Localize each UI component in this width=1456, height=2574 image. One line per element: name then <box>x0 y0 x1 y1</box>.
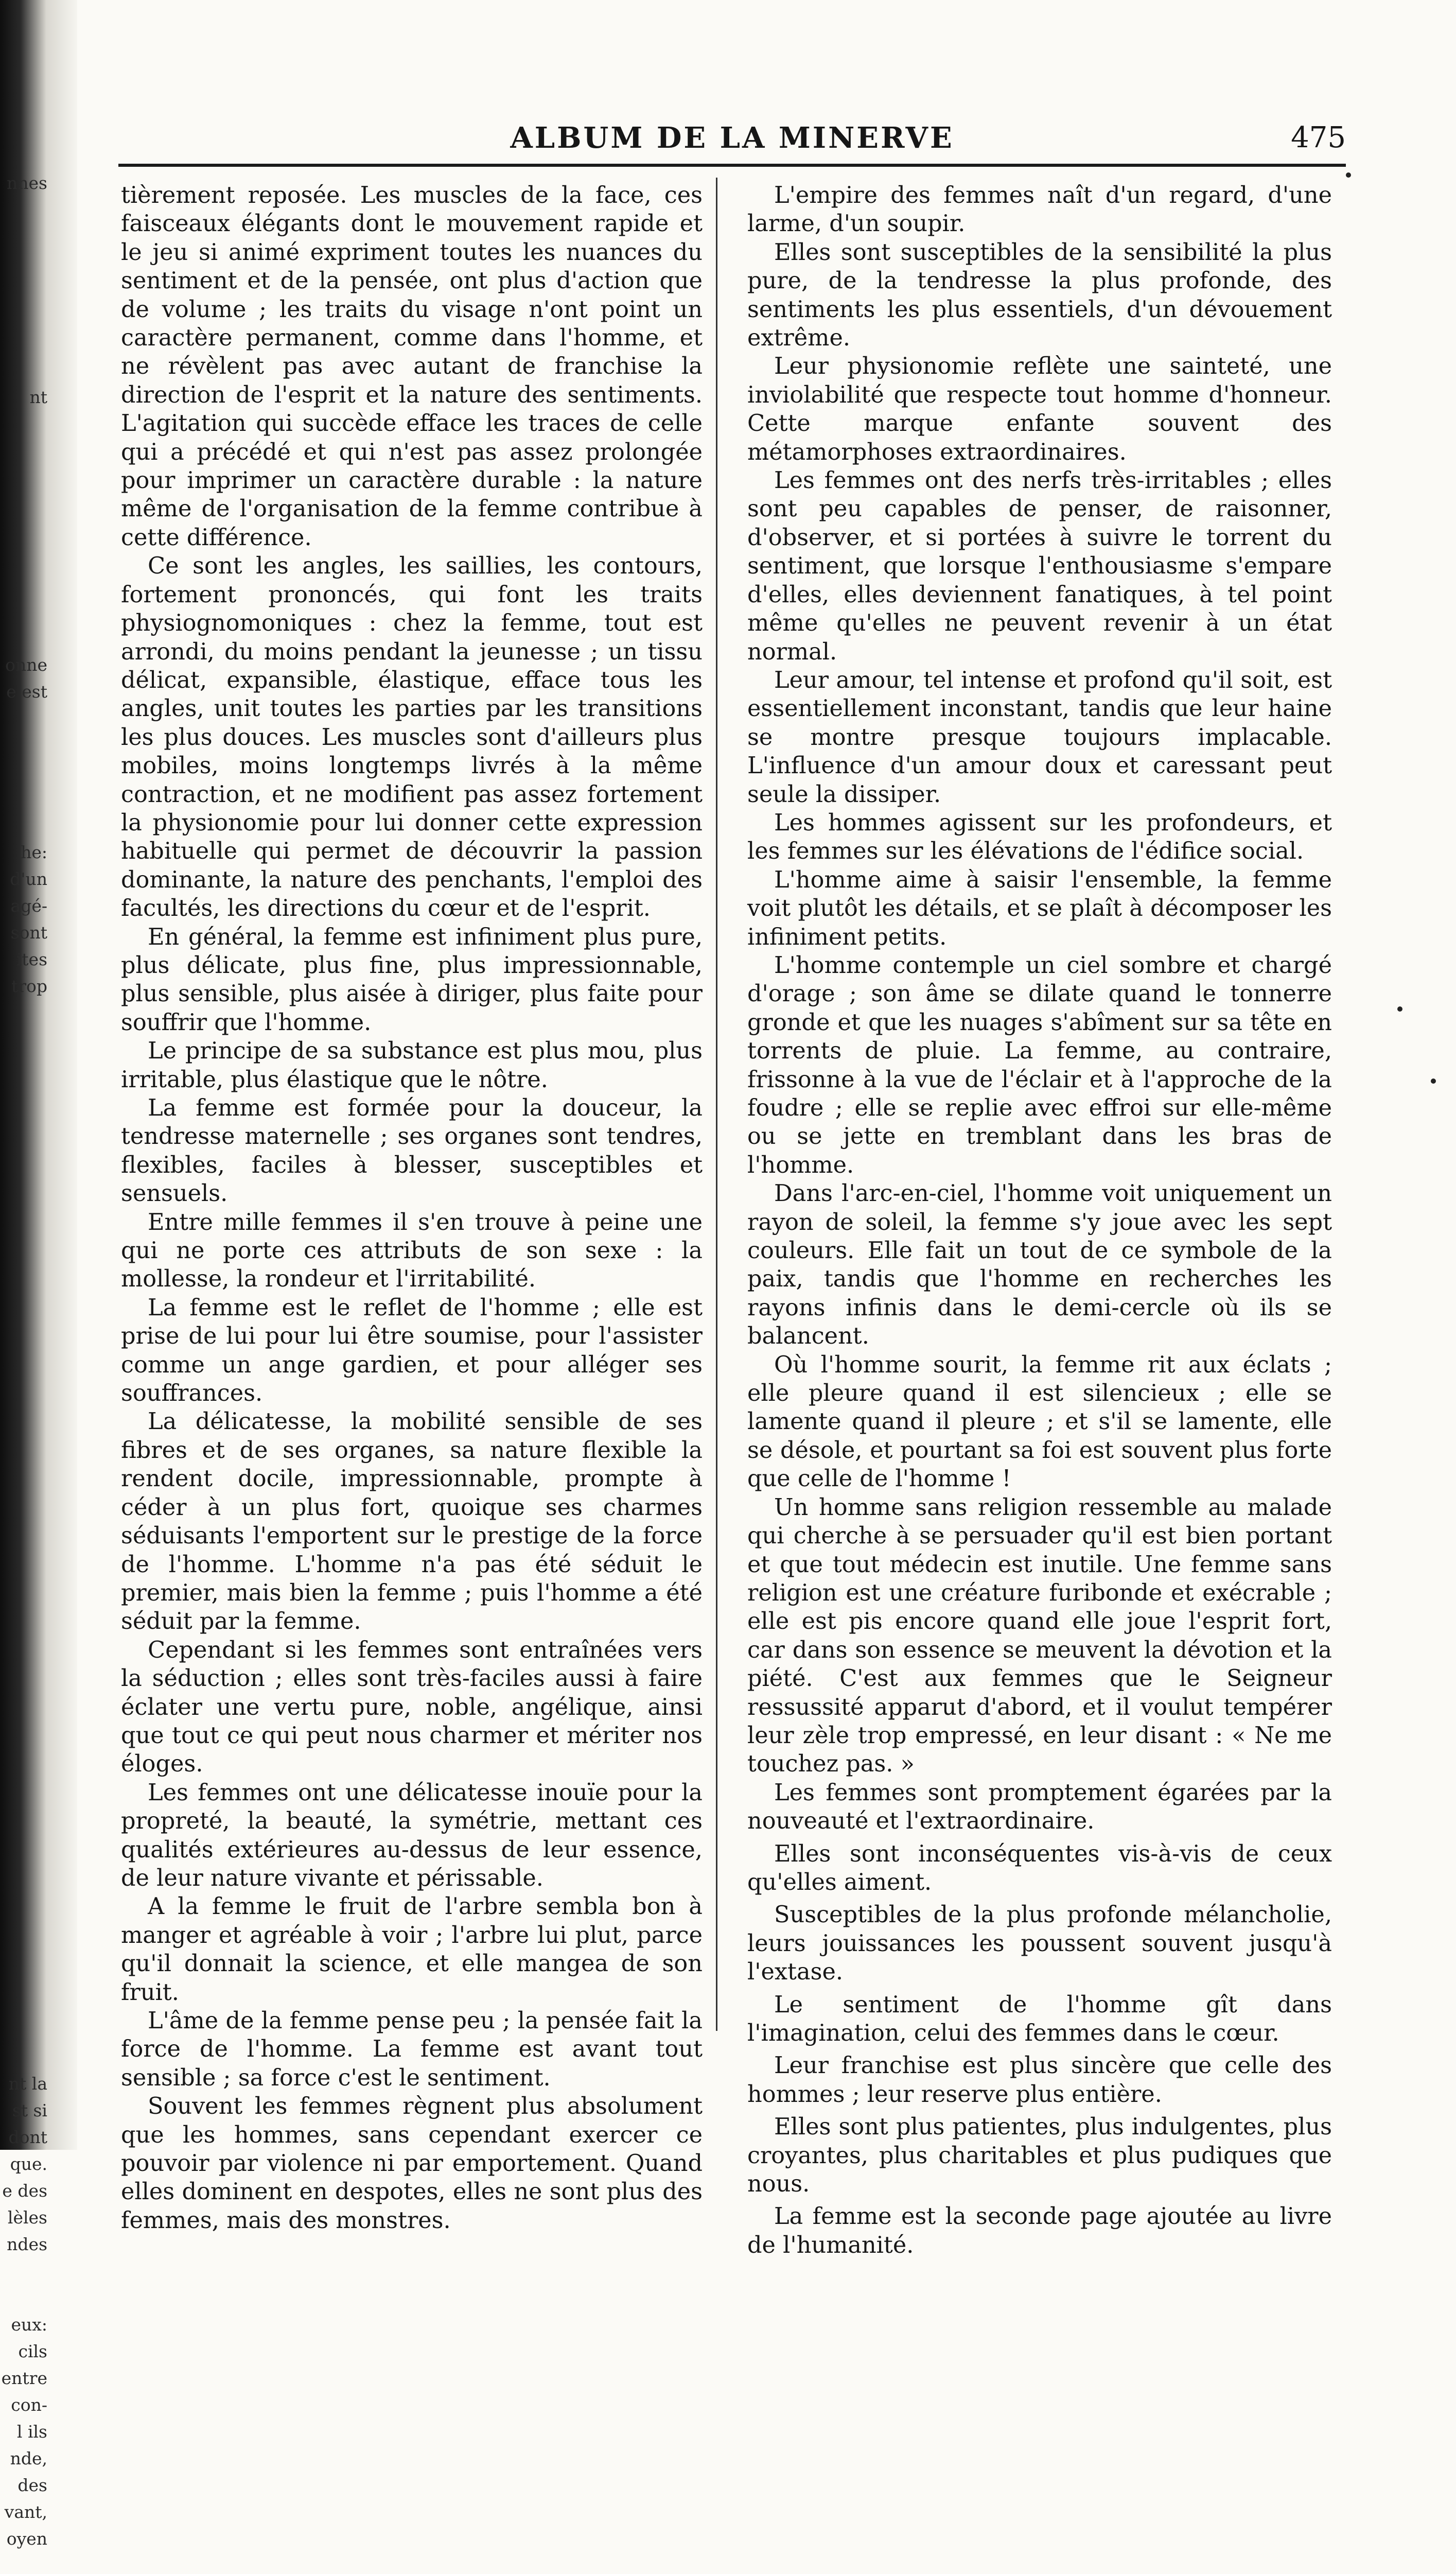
margin-fragment <box>0 545 47 571</box>
margin-fragment <box>0 411 47 438</box>
margin-fragment <box>0 250 47 277</box>
margin-fragment <box>0 786 47 812</box>
margin-fragment <box>0 732 47 759</box>
paragraph: Le principe de sa substance est plus mou, plus irritable, plus élastique que le nôtre. <box>121 1037 703 1093</box>
margin-fragment: nde, <box>10 2448 47 2468</box>
margin-fragment <box>0 197 47 223</box>
margin-fragment <box>0 304 47 331</box>
paragraph: Les femmes ont des nerfs très-irritables ; elles sont peu capables de penser, de raisonner, d'observer, et si portées à suivre le torrent du sentiment, que lorsque l'enthousiasme s'empare d'elles, elles deviennent fanatiques, à tel point même qu'elles ne peuvent revenir à un état normal. <box>747 467 1332 665</box>
paragraph: tièrement reposée. Les muscles de la face, ces faisceaux élégants dont le mouvement rapide et le jeu si animé expriment toutes les nuances du sentiment et de la pensée, ont plus d'action que de volume ; les traits du visage n'ont point un caractère permanent, comme dans l'homme, et ne révèlent pas avec autant de franchise la direction de l'esprit et la nature des sentiments. L'agitation qui succède efface les traces de celle qui a précédé et qui n'est pas assez prolongée pour imprimer un caractère durable : la nature même de l'organisation de la femme contribue à cette différence. <box>121 182 703 551</box>
margin-fragment <box>0 1562 47 1589</box>
margin-fragment <box>0 1187 47 1214</box>
paragraph: Elles sont inconséquentes vis-à-vis de ceux qu'elles aiment. <box>747 1840 1332 1895</box>
paragraph: La femme est formée pour la douceur, la tendresse maternelle ; ses organes sont tendres, flexibles, faciles à blesser, susceptibles et sensuels. <box>121 1094 703 1207</box>
margin-fragment <box>0 518 47 545</box>
ink-speck <box>1346 172 1351 178</box>
margin-fragment <box>0 331 47 357</box>
margin-fragment: agé- <box>10 896 47 916</box>
paragraph: Ce sont les angles, les saillies, les contours, fortement prononcés, qui font les traits physiognomoniques : chez la femme, tout est arrondi, du moins pendant la jeunesse ; un tissu délicat, expansible, élastique, efface tous les angles, unit toutes les parties par les transitions les plus douces. Les muscles sont d'ailleurs plus mobiles, moins longtemps livrés à la même contraction, et ne modifient pas assez fortement la physionomie pour lui donner cette expression habituelle qui permet de découvrir la passion dominante, la nature des penchants, l'emploi des facultés, les directions du cœur et de l'esprit. <box>121 552 703 922</box>
paragraph: Entre mille femmes il s'en trouve à peine une qui ne porte ces attributs de son sexe : la mollesse, la rondeur et l'irritabilité. <box>121 1208 703 1293</box>
paragraph: Un homme sans religion ressemble au malade qui cherche à se persuader qu'il est bien portant et que tout médecin est inutile. Une femme sans religion est une créature furibonde et exécrable ; elle est pis encore quand elle joue l'esprit fort, car dans son essence se meuvent la dévotion et la piété. C'est aux femmes que le Seigneur ressussité apparut d'abord, et il voulut tempérer leur zèle trop empressé, en leur disant : « Ne me touchez pas. » <box>747 1493 1332 1778</box>
margin-fragment <box>0 438 47 464</box>
paragraph: La femme est la seconde page ajoutée au livre de l'humanité. <box>747 2203 1332 2258</box>
margin-fragment: d'un <box>10 869 47 889</box>
margin-fragment <box>0 1241 47 1267</box>
column-divider <box>716 178 717 2031</box>
margin-fragment <box>0 1910 47 1937</box>
margin-fragment <box>0 1776 47 1803</box>
paragraph: Le sentiment de l'homme gît dans l'imagination, celui des femmes dans le cœur. <box>747 1991 1332 2046</box>
paragraph: Elles sont plus patientes, plus indulgentes, plus croyantes, plus charitables et plus pudiques que nous. <box>747 2113 1332 2198</box>
margin-fragment <box>0 1375 47 1401</box>
margin-fragment <box>0 1990 47 2017</box>
margin-fragment <box>0 812 47 839</box>
previous-page-margin-fragments <box>0 170 47 2549</box>
margin-fragment <box>0 1134 47 1160</box>
paragraph: L'empire des femmes naît d'un regard, d'une larme, d'un soupir. <box>747 182 1332 237</box>
margin-fragment <box>0 1589 47 1615</box>
paragraph: Les femmes ont une délicatesse inouïe pour la propreté, la beauté, la symétrie, mettant ces qualités extérieures au-dessus de leur essence, de leur nature vivante et périssable. <box>121 1779 703 1891</box>
margin-fragment <box>0 1535 47 1562</box>
margin-fragment <box>0 491 47 518</box>
paragraph: L'homme aime à saisir l'ensemble, la femme voit plutôt les détails, et se plaît à décomposer les infiniment petits. <box>747 866 1332 950</box>
paragraph: L'âme de la femme pense peu ; la pensée fait la force de l'homme. La femme est avant tout sensible ; sa force c'est le sentiment. <box>121 2007 703 2091</box>
margin-fragment: vant, <box>4 2502 47 2522</box>
paragraph: Cependant si les femmes sont entraînées vers la séduction ; elles sont très-faciles aussi à faire éclater une vertu pure, noble, angélique, ainsi que tout ce qui peut nous charmer et mériter nos éloges. <box>121 1636 703 1778</box>
margin-fragment <box>0 1508 47 1535</box>
margin-fragment <box>0 277 47 304</box>
margin-fragment <box>0 1963 47 1990</box>
margin-fragment: lèles <box>7 2207 47 2228</box>
margin-fragment <box>0 1642 47 1669</box>
margin-fragment <box>0 1267 47 1294</box>
margin-fragment <box>0 625 47 652</box>
paragraph: Leur franchise est plus sincère que celle des hommes ; leur reserve plus entière. <box>747 2052 1332 2108</box>
margin-fragment <box>0 1428 47 1455</box>
paragraph: L'homme contemple un ciel sombre et chargé d'orage ; son âme se dilate quand le tonnerre gronde et que les nuages s'abîment sur sa tête en torrents de pluie. La femme, au contraire, frissonne à la vue de l'éclair et à l'approche de la foudre ; elle se replie avec effroi sur elle-même ou se jette en tremblant dans les bras de l'homme. <box>747 951 1332 1178</box>
margin-fragment: he: <box>21 842 47 862</box>
margin-fragment: e des <box>2 2181 47 2201</box>
margin-fragment <box>0 1937 47 1963</box>
paragraph: Souvent les femmes règnent plus absolument que les hommes, sans cependant exercer ce pouvoir par violence ni par emportement. Quand elles dominent en despotes, elles ne sont plus des femmes, mais des monstres. <box>121 2093 703 2234</box>
paragraph: A la femme le fruit de l'arbre sembla bon à manger et agréable à voir ; l'arbre lui plut, parce qu'il donnait la science, et elle mangea de son fruit. <box>121 1893 703 2006</box>
margin-fragment: cils <box>18 2341 47 2361</box>
margin-fragment <box>0 571 47 598</box>
margin-fragment: sont <box>10 923 47 943</box>
margin-fragment <box>0 1000 47 1027</box>
margin-fragment <box>0 1080 47 1107</box>
margin-fragment <box>0 2285 47 2311</box>
page-number: 475 <box>1291 121 1346 154</box>
margin-fragment <box>0 1160 47 1187</box>
paragraph: Leur physionomie reflète une sainteté, une inviolabilité que respecte tout homme d'honneur. Cette marque enfante souvent des métamorphoses extraordinaires. <box>747 353 1332 465</box>
margin-fragment <box>0 464 47 491</box>
running-title: ALBUM DE LA MINERVE <box>510 121 954 155</box>
margin-fragment: eux: <box>11 2315 47 2335</box>
ink-speck <box>1431 1079 1436 1084</box>
margin-fragment <box>0 1723 47 1749</box>
paragraph: Leur amour, tel intense et profond qu'il soit, est essentiellement inconstant, tandis que leur haine se montre presque toujours implacable. L'influence d'un amour doux et caressant peut seule la dissiper. <box>747 666 1332 808</box>
margin-fragment: st si <box>12 2100 47 2120</box>
header-rule <box>118 164 1346 167</box>
margin-fragment: nt la <box>8 2074 47 2094</box>
margin-fragment <box>0 1696 47 1723</box>
margin-fragment: trop <box>11 976 47 996</box>
margin-fragment <box>0 705 47 732</box>
margin-fragment: entre <box>1 2368 47 2388</box>
margin-fragment: oyen <box>6 2529 47 2549</box>
margin-fragment <box>0 2017 47 2044</box>
margin-fragment <box>0 2258 47 2285</box>
paragraph: Susceptibles de la plus profonde mélancholie, leurs jouissances les poussent souvent jusqu'à l'extase. <box>747 1901 1332 1986</box>
margin-fragment: onne <box>5 655 47 675</box>
margin-fragment <box>0 1615 47 1642</box>
margin-fragment <box>0 1348 47 1375</box>
ink-speck <box>1397 1006 1402 1012</box>
right-column <box>747 181 1332 2259</box>
margin-fragment <box>0 1883 47 1910</box>
margin-fragment <box>0 223 47 250</box>
margin-fragment <box>0 1027 47 1053</box>
margin-fragment <box>0 1401 47 1428</box>
margin-fragment <box>0 1803 47 1830</box>
margin-fragment <box>0 1321 47 1348</box>
paragraph: En général, la femme est infiniment plus pure, plus délicate, plus fine, plus impressionnable, plus sensible, plus aisée à diriger, plus faite pour souffrir que l'homme. <box>121 923 703 1036</box>
margin-fragment: nnes <box>7 173 47 193</box>
margin-fragment: que. <box>10 2154 47 2174</box>
margin-fragment <box>0 1830 47 1856</box>
page-header <box>118 111 1346 162</box>
margin-fragment <box>0 1669 47 1696</box>
left-column <box>121 181 703 2235</box>
paragraph: Les hommes agissent sur les profondeurs, et les femmes sur les élévations de l'édifice social. <box>747 809 1332 865</box>
margin-fragment: des <box>17 2475 47 2495</box>
margin-fragment: con- <box>11 2395 47 2415</box>
paragraph: Elles sont susceptibles de la sensibilité la plus pure, de la tendresse la plus profonde, des sentiments les plus essentiels, d'un dévouement extrême. <box>747 238 1332 352</box>
margin-fragment <box>0 1214 47 1241</box>
margin-fragment: nt <box>29 387 47 407</box>
paragraph: Où l'homme sourit, la femme rit aux éclats ; elle pleure quand il est silencieux ; elle se lamente quand il pleure ; et s'il se lamente, elle se désole, et pourtant sa foi est souvent plus forte que celle de l'homme ! <box>747 1351 1332 1492</box>
margin-fragment: dont <box>8 2127 47 2147</box>
margin-fragment <box>0 1053 47 1080</box>
margin-fragment: e est <box>6 682 47 702</box>
paragraph: Dans l'arc-en-ciel, l'homme voit uniquement un rayon de soleil, la femme s'y joue avec les sept couleurs. Elle fait un tout de ce symbole de la paix, tandis que l'homme en recherches les rayons infinis dans le demi-cercle où ils se balancent. <box>747 1180 1332 1350</box>
margin-fragment <box>0 1455 47 1482</box>
margin-fragment <box>0 2044 47 2071</box>
margin-fragment <box>0 357 47 384</box>
margin-fragment <box>0 1294 47 1321</box>
margin-fragment <box>0 598 47 625</box>
margin-fragment <box>0 1482 47 1508</box>
margin-fragment <box>0 759 47 786</box>
margin-fragment: ites <box>16 949 47 969</box>
margin-fragment: ndes <box>7 2234 47 2254</box>
margin-fragment: l ils <box>16 2422 47 2442</box>
paragraph: Les femmes sont promptement égarées par la nouveauté et l'extraordinaire. <box>747 1779 1332 1835</box>
paragraph: La délicatesse, la mobilité sensible de ses fibres et de ses organes, sa nature flexible la rendent docile, impressionnable, prompte à céder à un plus fort, quoique ses charmes séduisants l'emportent sur le prestige de la force de l'homme. L'homme n'a pas été séduit le premier, mais bien la femme ; puis l'homme a été séduit par la femme. <box>121 1408 703 1635</box>
margin-fragment <box>0 1107 47 1134</box>
paragraph: La femme est le reflet de l'homme ; elle est prise de lui pour lui être soumise, pour l'assister comme un ange gardien, et pour alléger ses souffrances. <box>121 1294 703 1407</box>
margin-fragment <box>0 1856 47 1883</box>
margin-fragment <box>0 1749 47 1776</box>
margin-fragment <box>0 2552 47 2574</box>
